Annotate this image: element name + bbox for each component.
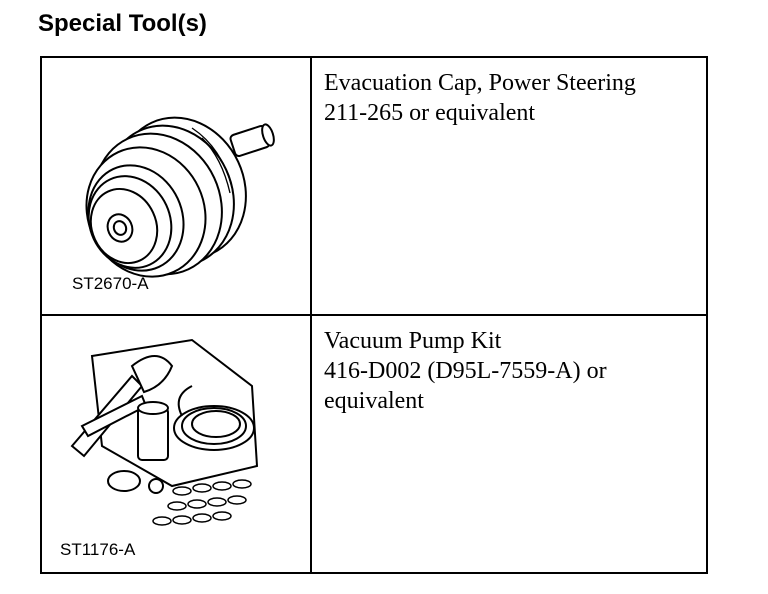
tool-name: Evacuation Cap, Power Steering — [324, 70, 636, 96]
tool-name: Vacuum Pump Kit — [324, 328, 502, 354]
tool-part-number: 211-265 or equivalent — [324, 100, 536, 126]
tool-description — [311, 57, 707, 315]
tool-code: ST2670-A — [72, 274, 149, 293]
tool-part-number: 416-D002 (D95L-7559-A) or — [324, 358, 607, 384]
tool-illustration-cell — [41, 57, 311, 315]
tool-illustration-cell — [41, 315, 311, 573]
tool-code: ST1176-A — [60, 540, 136, 559]
tool-row — [41, 315, 707, 573]
page-title: Special Tool(s) — [38, 10, 207, 37]
tool-row — [41, 57, 707, 315]
tool-note: equivalent — [324, 388, 424, 414]
tool-description — [311, 315, 707, 573]
special-tools-table — [40, 56, 708, 574]
vacuum-pump-kit-icon — [42, 316, 310, 572]
